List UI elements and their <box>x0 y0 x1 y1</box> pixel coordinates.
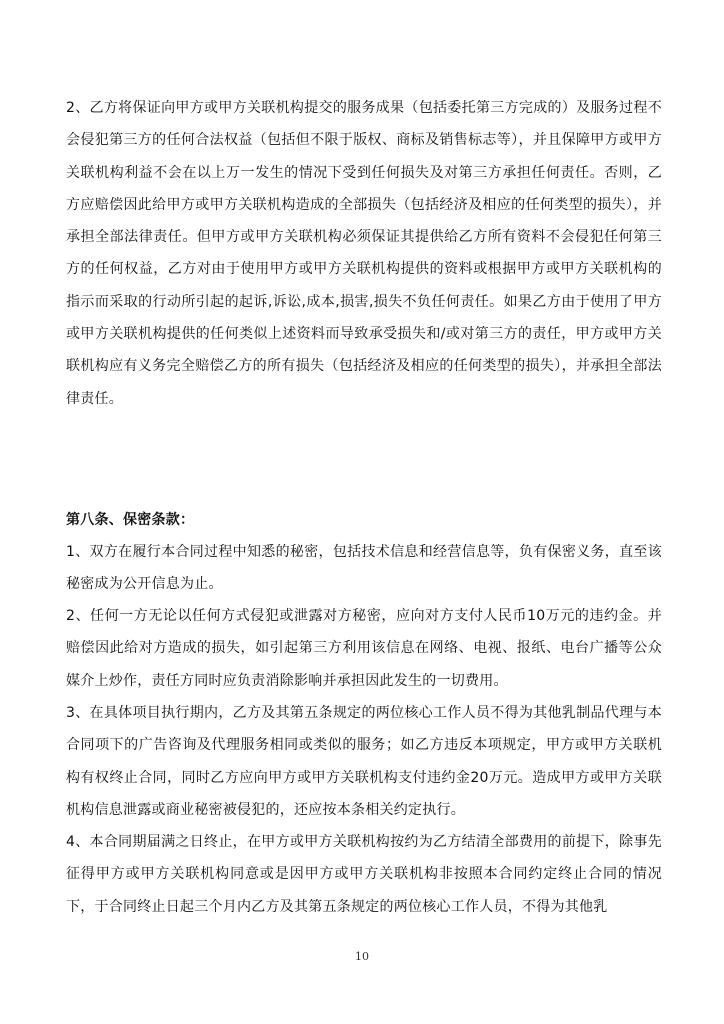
section-heading: 第八条、保密条款： <box>66 512 195 528</box>
page-number: 10 <box>355 950 369 963</box>
clause-1: 1、双方在履行本合同过程中知悉的秘密，包括技术信息和经营信息等，负有保密义务，直至该秘密成为公开信息为止。 <box>66 544 662 593</box>
paragraph-ip-warranty: 2、乙方将保证向甲方或甲方关联机构提交的服务成果（包括委托第三方完成的）及服务过程不会侵犯第三方的任何合法权益（包括但不限于版权、商标及销售标志等），并且保障甲方或甲方关联机构利益不会在以上万一发生的情况下受到任何损失及对第三方承担任何责任。否则，乙方应赔偿因此给甲方或甲方关联机构造成的全部损失（包括经济及相应的任何类型的损失），并承担全部法律责任。但甲方或甲方关联机构必须保证其提供给乙方所有资料不会侵犯任何第三方的任何权益，乙方对由于使用甲方或甲方关联机构提供的资料或根据甲方或甲方关联机构的指示而采取的行动所引起的起诉,诉讼,成本,损害,损失不负任何责任。如果乙方由于使用了甲方或甲方关联机构提供的任何类似上述资料而导致承受损失和/或对第三方的责任，甲方或甲方关联机构应有义务完全赔偿乙方的所有损失（包括经济及相应的任何类型的损失），并承担全部法律责任。 <box>66 100 662 407</box>
clause-2: 2、任何一方无论以任何方式侵犯或泄露对方秘密，应向对方支付人民币10万元的违约金。并赔偿因此给对方造成的损失，如引起第三方利用该信息在网络、电视、报纸、电台广播等公众媒介上炒作，责任方同时应负责消除影响并承担因此发生的一切费用。 <box>66 608 662 689</box>
clause-4: 4、本合同期届满之日终止，在甲方或甲方关联机构按约为乙方结清全部费用的前提下，除事先征得甲方或甲方关联机构同意或是因甲方或甲方关联机构非按照本合同约定终止合同的情况下，于合同终止日起三个月内乙方及其第五条规定的两位核心工作人员，不得为其他乳 <box>66 834 662 915</box>
clause-3: 3、在具体项目执行期内，乙方及其第五条规定的两位核心工作人员不得为其他乳制品代理与本合同项下的广告咨询及代理服务相同或类似的服务；如乙方违反本项规定，甲方或甲方关联机构有权终止合同，同时乙方应向甲方或甲方关联机构支付违约金20万元。造成甲方或甲方关联机构信息泄露或商业秘密被侵犯的，还应按本条相关约定执行。 <box>66 705 662 818</box>
